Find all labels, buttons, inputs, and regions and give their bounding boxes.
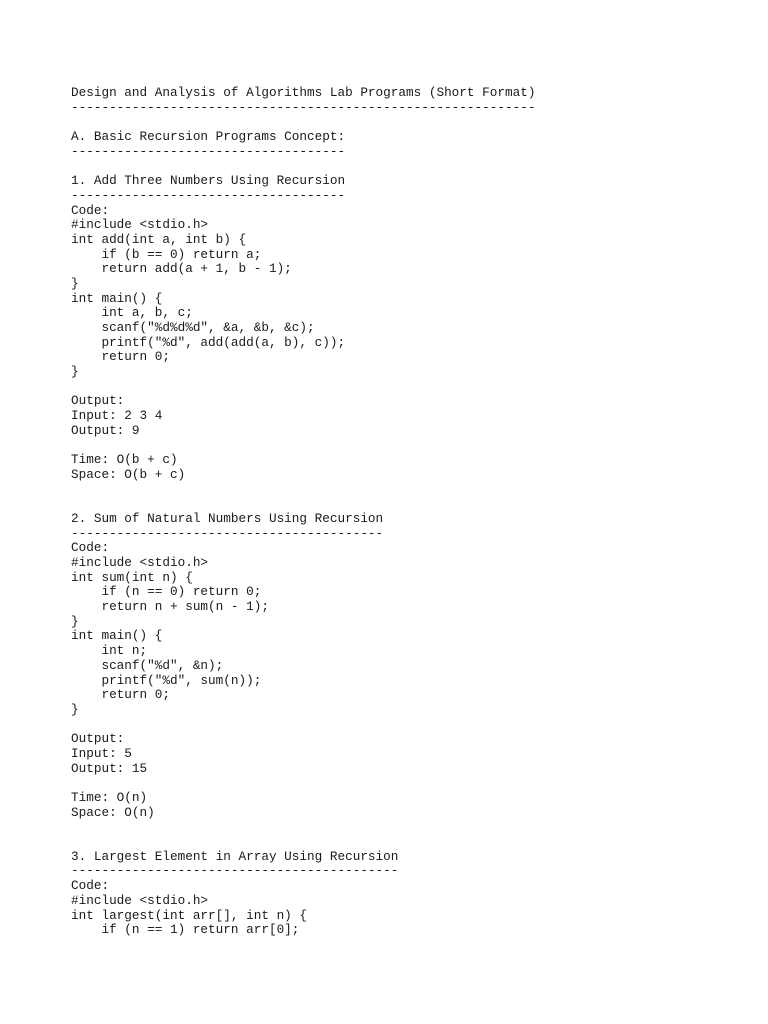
code-line: if (n == 1) return arr[0];: [71, 922, 300, 938]
code-line: scanf("%d", &n);: [71, 657, 224, 673]
code-line: return 0;: [71, 687, 170, 703]
code-line: int a, b, c;: [71, 305, 193, 321]
code-line: #include <stdio.h>: [71, 892, 209, 908]
blank-line: [71, 115, 751, 130]
code-line: #include <stdio.h>: [71, 555, 209, 570]
program-2-underline: -----------------------------------------: [71, 525, 384, 541]
program-1-underline: ------------------------------------: [71, 187, 346, 203]
section-underline: ------------------------------------: [71, 143, 346, 159]
code-line: int n;: [71, 643, 148, 659]
code-line: }: [71, 364, 79, 380]
code-line: printf("%d", sum(n));: [71, 672, 262, 688]
code-line: printf("%d", add(add(a, b), c));: [71, 334, 346, 350]
blank-line: [71, 776, 751, 791]
blank-line: [71, 380, 751, 395]
code-label: Code:: [71, 540, 110, 556]
output-label: Output:: [71, 731, 125, 747]
blank-line: [71, 483, 751, 498]
code-line: int largest(int arr[], int n) {: [71, 907, 308, 923]
blank-line: [71, 497, 751, 512]
sample-input: Input: 5: [71, 745, 132, 761]
code-line: int main() {: [71, 628, 163, 644]
code-label: Code:: [71, 878, 110, 894]
blank-line: [71, 159, 751, 174]
sample-input: Input: 2 3 4: [71, 408, 163, 424]
document-page: [71, 86, 751, 938]
code-line: return add(a + 1, b - 1);: [71, 261, 292, 277]
code-line: int add(int a, int b) {: [71, 231, 247, 247]
section-heading: A. Basic Recursion Programs Concept:: [71, 129, 346, 145]
code-line: int sum(int n) {: [71, 569, 193, 585]
program-1-heading: 1. Add Three Numbers Using Recursion: [71, 173, 346, 189]
sample-output: Output: 9: [71, 422, 140, 438]
program-2-heading: 2. Sum of Natural Numbers Using Recursion: [71, 510, 384, 526]
code-line: }: [71, 275, 79, 291]
code-line: if (b == 0) return a;: [71, 246, 262, 262]
program-3-underline: -------------------------------------------: [71, 863, 399, 879]
code-line: }: [71, 613, 79, 629]
code-line: scanf("%d%d%d", &a, &b, &c);: [71, 320, 315, 335]
code-line: return n + sum(n - 1);: [71, 599, 269, 615]
blank-line: [71, 718, 751, 733]
time-complexity: Time: O(n): [71, 790, 148, 805]
output-label: Output:: [71, 393, 125, 409]
code-line: }: [71, 701, 79, 717]
sample-output: Output: 15: [71, 760, 148, 776]
blank-line: [71, 835, 751, 850]
blank-line: [71, 439, 751, 454]
code-line: #include <stdio.h>: [71, 217, 209, 233]
title-underline: -------------------------------------------------------------: [71, 99, 536, 115]
blank-line: [71, 820, 751, 835]
code-line: int main() {: [71, 290, 163, 306]
space-complexity: Space: O(n): [71, 804, 155, 820]
document-title: Design and Analysis of Algorithms Lab Programs (Short Format): [71, 85, 536, 100]
code-line: if (n == 0) return 0;: [71, 584, 262, 600]
code-label: Code:: [71, 202, 110, 218]
time-complexity: Time: O(b + c): [71, 452, 178, 468]
code-line: return 0;: [71, 349, 170, 365]
space-complexity: Space: O(b + c): [71, 466, 186, 482]
program-3-heading: 3. Largest Element in Array Using Recursion: [71, 848, 399, 864]
